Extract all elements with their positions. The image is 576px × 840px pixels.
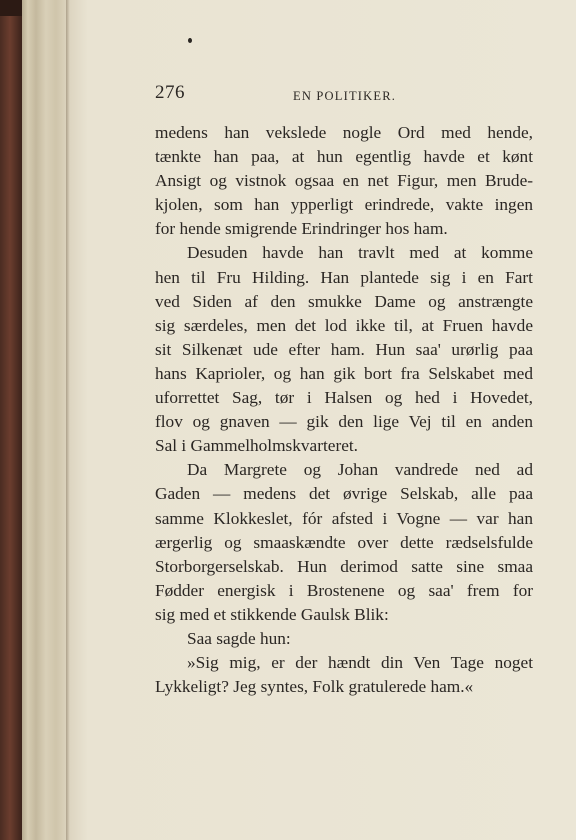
text-line: for hende smigrende Erindringer hos ham.	[155, 219, 448, 239]
text-line: flov og gnaven — gik den lige Vej til en anden	[155, 412, 533, 432]
text-line: samme Klokkeslet, fór afsted i Vogne — var han	[155, 508, 533, 528]
page-edges	[22, 0, 70, 840]
page-header	[155, 82, 533, 110]
text-line: Fødder energisk i Brostenene og saa' frem for	[155, 580, 533, 600]
text-line: uforrettet Sag, tør i Halsen og hed i Hovedet,	[155, 388, 533, 408]
page-number: 276	[155, 82, 185, 103]
text-line: sig med et stikkende Gaulsk Blik:	[155, 604, 389, 624]
running-head: EN POLITIKER.	[293, 89, 397, 103]
text-line: Saa sagde hun:	[187, 628, 291, 648]
text-line: »Sig mig, er der hændt din Ven Tage noget	[187, 653, 533, 673]
text-line: kjolen, som han ypperligt erindrede, vakte ingen	[155, 195, 533, 215]
body-text	[155, 121, 533, 699]
text-line: Storborgerselskab. Hun derimod satte sine smaa	[155, 556, 533, 576]
text-line: Ansigt og vistnok ogsaa en net Figur, men Brude-	[155, 171, 533, 191]
text-line: sig særdeles, men det lod ikke til, at Fruen havde	[155, 315, 533, 335]
text-line: Da Margrete og Johan vandrede ned ad	[187, 460, 533, 480]
ink-speck	[188, 38, 192, 43]
text-line: ærgerlig og smaaskændte over dette rædselsfulde	[155, 532, 533, 552]
text-line: hans Kaprioler, og han gik bort fra Selskabet med	[155, 363, 533, 383]
text-line: medens han vekslede nogle Ord med hende,	[155, 123, 533, 142]
text-line: ved Siden af den smukke Dame og anstrængte	[155, 291, 533, 311]
text-line: Gaden — medens det øvrige Selskab, alle paa	[155, 484, 533, 504]
text-line: Desuden havde han travlt med at komme	[187, 243, 533, 263]
text-line: hen til Fru Hilding. Han plantede sig i en Fart	[155, 267, 533, 287]
text-line: tænkte han paa, at hun egentlig havde et kønt	[155, 147, 533, 167]
text-line: Lykkeligt? Jeg syntes, Folk gratulerede ham.«	[155, 677, 474, 697]
text-line: Sal i Gammelholmskvarteret.	[155, 436, 359, 456]
text-line: sit Silkenæt ude efter ham. Hun saa' urørlig paa	[155, 339, 533, 359]
